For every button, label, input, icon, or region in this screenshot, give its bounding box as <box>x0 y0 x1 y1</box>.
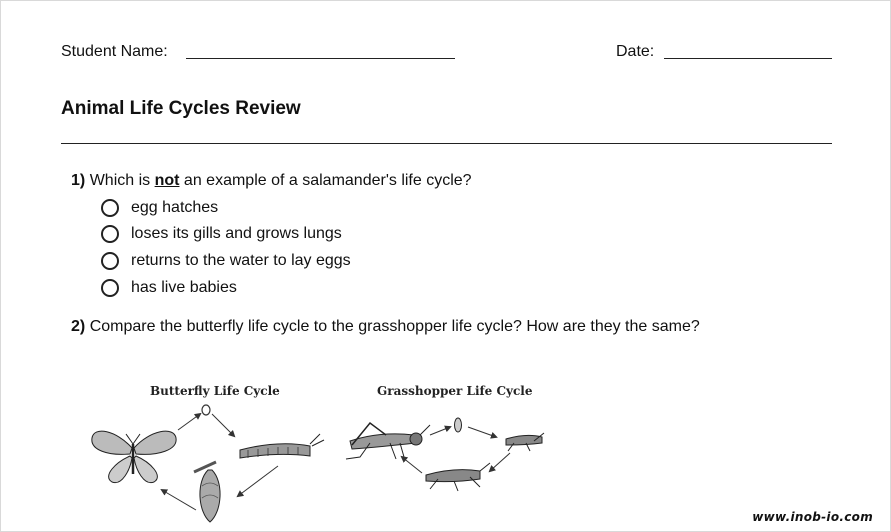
watermark: www.inob-io.com <box>752 510 873 524</box>
option-live-babies[interactable] <box>101 276 237 300</box>
student-name-field[interactable] <box>186 58 455 59</box>
option-returns-to-water[interactable] <box>101 249 351 273</box>
question-1-text-before: Which is <box>89 172 151 189</box>
chrysalis-icon <box>194 462 220 522</box>
option-label: returns to the water to lay eggs <box>131 252 351 269</box>
question-2 <box>71 318 700 336</box>
egg-icon <box>202 405 210 415</box>
option-label: egg hatches <box>131 199 219 216</box>
question-1-number: 1) <box>71 172 86 189</box>
grasshopper-life-cycle-diagram <box>330 405 552 495</box>
butterfly-icon <box>92 431 176 482</box>
question-2-text: Compare the butterfly life cycle to the grasshopper life cycle? How are they the same? <box>89 318 700 335</box>
radio-button[interactable] <box>101 252 119 270</box>
adult-grasshopper-icon <box>346 423 430 459</box>
question-1 <box>71 172 472 190</box>
title-divider <box>61 143 832 144</box>
student-name-label: Student Name: <box>61 43 168 60</box>
option-egg-hatches[interactable] <box>101 196 218 220</box>
option-label: loses its gills and grows lungs <box>131 225 342 242</box>
butterfly-life-cycle-diagram <box>88 400 328 528</box>
radio-button[interactable] <box>101 199 119 217</box>
question-1-emphasis: not <box>154 172 180 189</box>
worksheet-title: Animal Life Cycles Review <box>61 98 301 119</box>
small-nymph-icon <box>506 433 544 451</box>
butterfly-figure-title: Butterfly Life Cycle <box>150 384 280 398</box>
radio-button[interactable] <box>101 225 119 243</box>
caterpillar-icon <box>240 434 324 458</box>
question-2-number: 2) <box>71 318 86 335</box>
option-label: has live babies <box>131 279 237 296</box>
grasshopper-figure-title: Grasshopper Life Cycle <box>377 384 533 398</box>
question-1-text-after: an example of a salamander's life cycle? <box>183 172 472 189</box>
date-field[interactable] <box>664 58 832 59</box>
grasshopper-egg-icon <box>455 418 462 432</box>
date-label: Date: <box>616 43 655 60</box>
radio-button[interactable] <box>101 279 119 297</box>
option-loses-gills[interactable] <box>101 222 342 246</box>
large-nymph-icon <box>426 463 490 491</box>
